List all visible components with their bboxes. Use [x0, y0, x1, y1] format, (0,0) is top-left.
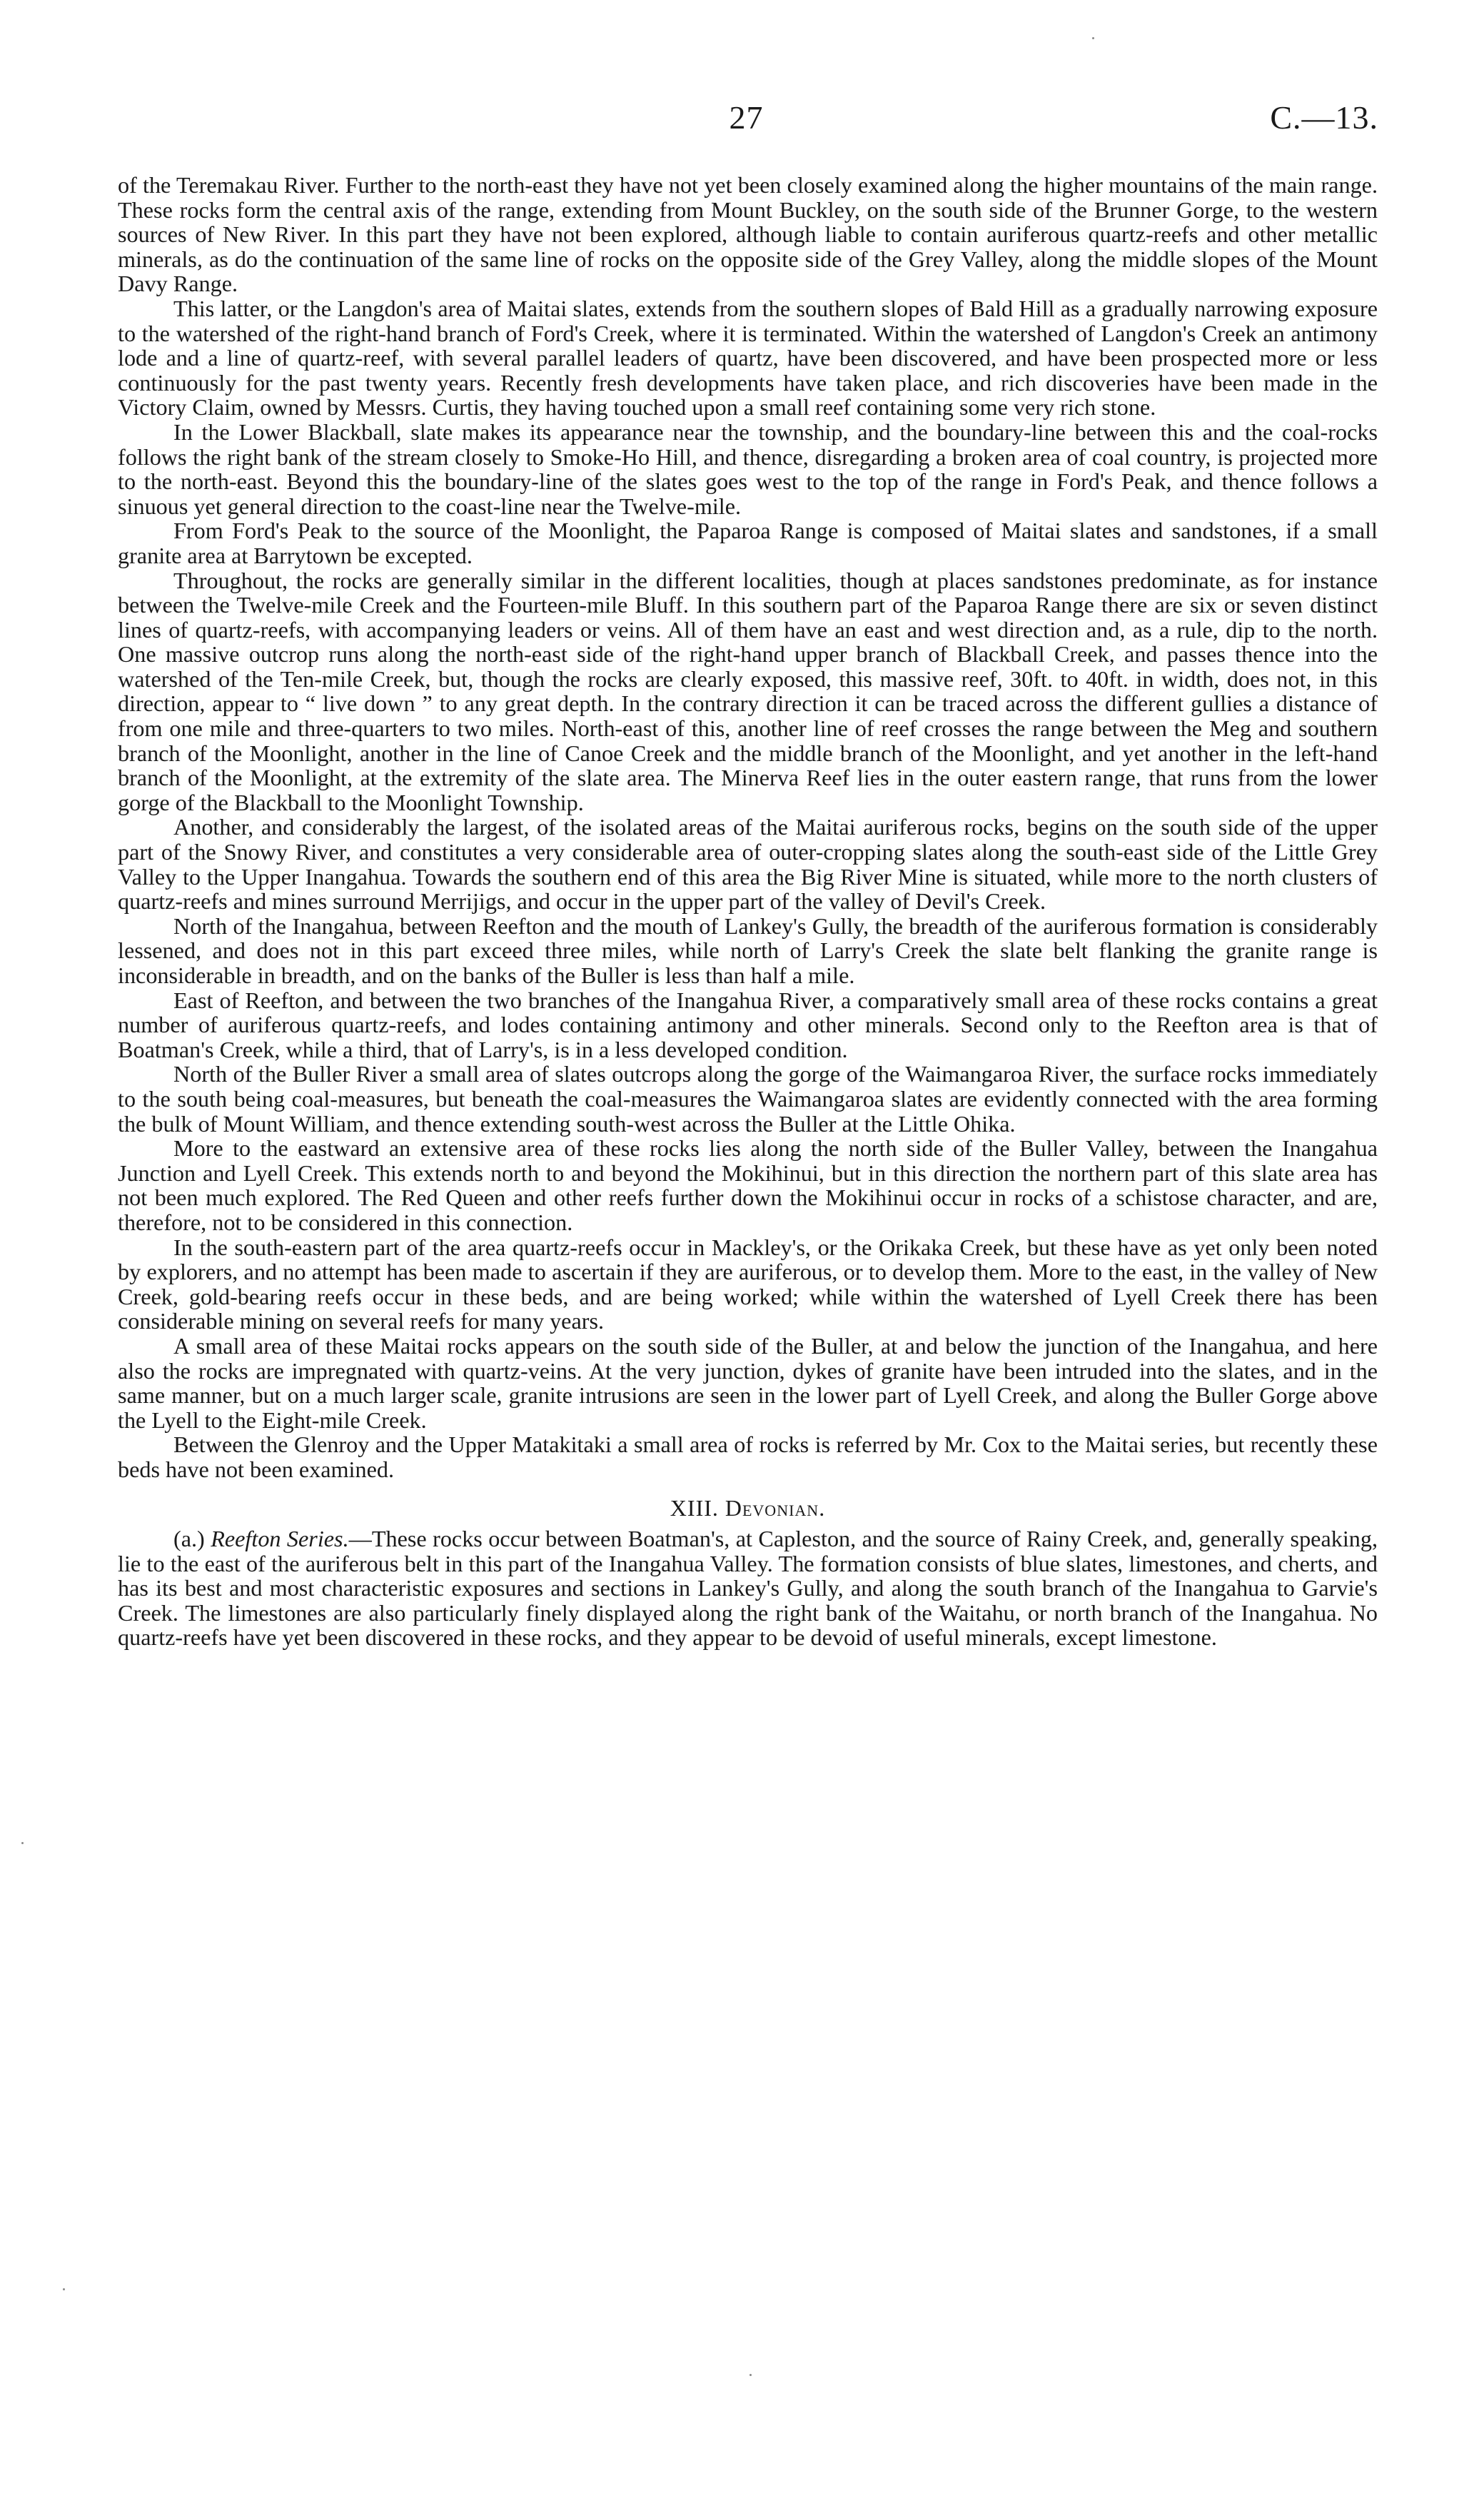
scan-speck	[1092, 37, 1094, 39]
subsection-text: —These rocks occur between Boatman's, at Capleston, and the source of Rainy Creek, and, generally speaking, lie to the east of the auriferous belt in this part of the Inangahua Valley. The formation consists of blue slates, limestones, and cherts, and has its best and most characteristic exposures and sections in Lankey's Gully, and along the south branch of the Inangahua to Garvie's Creek. The limestones are also particularly finely displayed along the right bank of the Waitahu, or north branch of the Inangahua. No quartz-reefs have yet been discovered in these rocks, and they appear to be devoid of useful minerals, except limestone.	[118, 1526, 1378, 1651]
paragraph: A small area of these Maitai rocks appears on the south side of the Buller, at and below the junction of the Inangahua, and here also the rocks are impregnated with quartz-veins. At the very junction, dykes of granite have been intruded into the slates, and in the same manner, but on a much larger scale, granite intrusions are seen in the lower part of Lyell Creek, and along the Buller Gorge above the Lyell to the Eight-mile Creek.	[118, 1332, 1378, 1433]
scan-speck	[21, 1842, 24, 1844]
paragraph: East of Reefton, and between the two branches of the Inangahua River, a comparatively small area of these rocks contains a great number of auriferous quartz-reefs, and lodes containing antimony and other minerals. Second only to the Reefton area is that of Boatman's Creek, while a third, that of Larry's, is in a less developed condition.	[118, 987, 1378, 1062]
subsection-title: Reefton Series.	[211, 1526, 349, 1552]
section-heading: XIII. Devonian.	[670, 1495, 826, 1521]
paragraph: From Ford's Peak to the source of the Moonlight, the Paparoa Range is composed of Maitai slates and sandstones, if a small granite area at Barrytown be excepted.	[118, 518, 1378, 568]
subsection-label: (a.)	[173, 1526, 205, 1552]
body-text	[118, 173, 1378, 1650]
paragraph: In the south-eastern part of the area quartz-reefs occur in Mackley's, or the Orikaka Creek, but these have as yet only been noted by explorers, and no attempt has been made to ascertain if they are auriferous, or to develop them. More to the east, in the valley of New Creek, gold-bearing reefs occur in these beds, and are being worked; while within the watershed of Lyell Creek there has been considerable mining on several reefs for many years.	[118, 1234, 1378, 1334]
paragraph: North of the Inangahua, between Reefton and the mouth of Lankey's Gully, the breadth of the auriferous formation is considerably lessened, and does not in this part exceed three miles, while north of Larry's Creek the slate belt flanking the granite range is inconsiderable in breadth, and on the banks of the Buller is less than half a mile.	[118, 912, 1378, 988]
paragraph: Between the Glenroy and the Upper Matakitaki a small area of rocks is referred by Mr. Cox to the Maitai series, but recently these beds have not been examined.	[118, 1431, 1378, 1482]
page-number: 27	[729, 99, 764, 136]
paragraph: This latter, or the Langdon's area of Maitai slates, extends from the southern slopes of Bald Hill as a gradually narrowing exposure to the watershed of the right-hand branch of Ford's Creek, where it is terminated. Within the watershed of Langdon's Creek an antimony lode and a line of quartz-reef, with several parallel leaders of quartz, have been discovered, and have been prospected more or less continuously for the past twenty years. Recently fresh developments have taken place, and rich discoveries have been made in the Victory Claim, owned by Messrs. Curtis, they having touched upon a small reef containing some very rich stone.	[118, 295, 1378, 421]
document-reference: C.—13.	[1270, 99, 1378, 136]
paragraph: Another, and considerably the largest, of the isolated areas of the Maitai auriferous rocks, begins on the south side of the upper part of the Snowy River, and constitutes a very considerable area of outer-cropping slates along the south-east side of the Little Grey Valley to the Upper Inangahua. Towards the southern end of this area the Big River Mine is situated, while more to the north clusters of quartz-reefs and mines surround Merrijigs, and occur in the upper part of the valley of Devil's Creek.	[118, 814, 1378, 915]
paragraph: North of the Buller River a small area of slates outcrops along the gorge of the Waimangaroa River, the surface rocks immediately to the south being coal-measures, but beneath the coal-measures the Waimangaroa slates are evidently connected with the area forming the bulk of Mount William, and thence extending south-west across the Buller at the Little Ohika.	[118, 1061, 1378, 1137]
page-header	[114, 99, 1378, 149]
paragraph: In the Lower Blackball, slate makes its appearance near the township, and the boundary-line between this and the coal-rocks follows the right bank of the stream closely to Smoke-Ho Hill, and thence, disregarding a broken area of coal country, is projected more to the north-east. Beyond this the boundary-line of the slates goes west to the top of the range in Ford's Peak, and thence follows a sinuous yet general direction to the coast-line near the Twelve-mile.	[118, 418, 1378, 519]
scan-speck	[749, 2374, 752, 2376]
subsection-paragraph	[118, 1526, 1378, 1650]
paragraph: of the Teremakau River. Further to the north-east they have not yet been closely examined along the higher mountains of the main range. These rocks form the central axis of the range, extending from Mount Buckley, on the south side of the Brunner Gorge, to the western sources of New River. In this part they have not been explored, although liable to contain auriferous quartz-reefs and other metallic minerals, as do the continuation of the same line of rocks on the opposite side of the Grey Valley, along the middle slopes of the Mount Davy Range.	[118, 172, 1378, 297]
paragraph: Throughout, the rocks are generally similar in the different localities, though at places sandstones predominate, as for instance between the Twelve-mile Creek and the Fourteen-mile Bluff. In this southern part of the Paparoa Range there are six or seven distinct lines of quartz-reefs, with accompanying leaders or veins. All of them have an east and west direction and, as a rule, dip to the north. One massive outcrop runs along the north-east side of the right-hand upper branch of Blackball Creek, and passes thence into the watershed of the Ten-mile Creek, but, though the rocks are clearly exposed, this massive reef, 30ft. to 40ft. in width, does not, in this direction, appear to “ live down ” to any great depth. In the contrary direction it can be traced across the different gullies a distance of from one mile and three-quarters to two miles. North-east of this, another line of reef crosses the range between the Meg and southern branch of the Moonlight, another in the line of Canoe Creek and the middle branch of the Moonlight, and yet another in the left-hand branch of the Moonlight, at the extremity of the slate area. The Minerva Reef lies in the outer eastern range, that runs from the lower gorge of the Blackball to the Moonlight Township.	[118, 567, 1378, 815]
paragraph: More to the eastward an extensive area of these rocks lies along the north side of the Buller Valley, between the Inangahua Junction and Lyell Creek. This extends north to and beyond the Mokihinui, but in this direction the northern part of this slate area has not been much explored. The Red Queen and other reefs further down the Mokihinui occur in rocks of a schistose character, and are, therefore, not to be considered in this connection.	[118, 1135, 1378, 1235]
scan-speck	[63, 2288, 65, 2290]
